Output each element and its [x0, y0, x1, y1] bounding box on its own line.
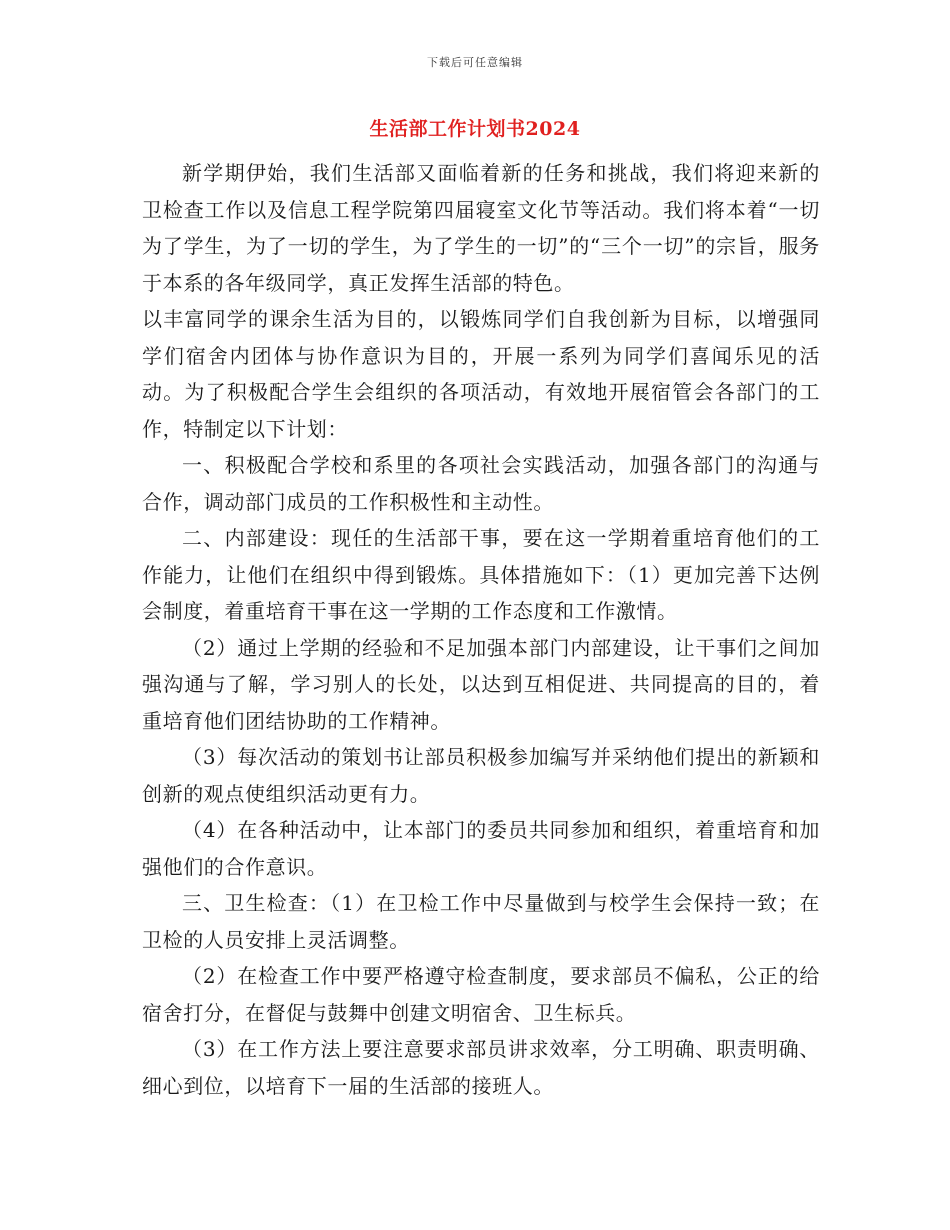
paragraph-section-2-item-3: （3）每次活动的策划书让部员积极参加编写并采纳他们提出的新颖和创新的观点使组织活动更有力。 [142, 745, 820, 806]
document-title: 生活部工作计划书2024 [369, 118, 581, 140]
paragraph-section-3-item-2: （2）在检查工作中要严格遵守检查制度，要求部员不偏私，公正的给宿舍打分，在督促与鼓舞中创建文明宿舍、卫生标兵。 [142, 964, 820, 1025]
paragraph-section-3-item-3: （3）在工作方法上要注意要求部员讲求效率，分工明确、职责明确、细心到位，以培育下一届的生活部的接班人。 [142, 1037, 820, 1098]
paragraph-section-2-item-2: （2）通过上学期的经验和不足加强本部门内部建设，让干事们之间加强沟通与了解，学习别人的长处，以达到互相促进、共同提高的目的，着重培育他们团结协助的工作精神。 [142, 635, 820, 733]
document-body [142, 155, 820, 1104]
paragraph-section-3: 三、卫生检查：（1）在卫检工作中尽量做到与校学生会保持一致；在卫检的人员安排上灵活调整。 [142, 891, 820, 952]
paragraph-section-2: 二、内部建设：现任的生活部干事，要在这一学期着重培育他们的工作能力，让他们在组织中得到锻炼。具体措施如下：（1）更加完善下达例会制度，着重培育干事在这一学期的工作态度和工作激情。 [142, 526, 820, 623]
paragraph-intro: 新学期伊始，我们生活部又面临着新的任务和挑战，我们将迎来新的卫检查工作以及信息工程学院第四届寝室文化节等活动。我们将本着“一切为了学生，为了一切的学生，为了学生的一切”的“三个一切”的宗旨，服务于本系的各年级同学，真正发挥生活部的特色。 [142, 161, 820, 295]
paragraph-section-1: 一、积极配合学校和系里的各项社会实践活动，加强各部门的沟通与合作，调动部门成员的工作积极性和主动性。 [142, 453, 820, 514]
paragraph-goals: 以丰富同学的课余生活为目的，以锻炼同学们自我创新为目标，以增强同学们宿舍内团体与协作意识为目的，开展一系列为同学们喜闻乐见的活动。为了积极配合学生会组织的各项活动，有效地开展宿管会各部门的工作，特制定以下计划： [142, 307, 820, 441]
page-header-note: 下载后可任意编辑 [427, 56, 523, 69]
paragraph-section-2-item-4: （4）在各种活动中，让本部门的委员共同参加和组织，着重培育和加强他们的合作意识。 [142, 818, 820, 879]
